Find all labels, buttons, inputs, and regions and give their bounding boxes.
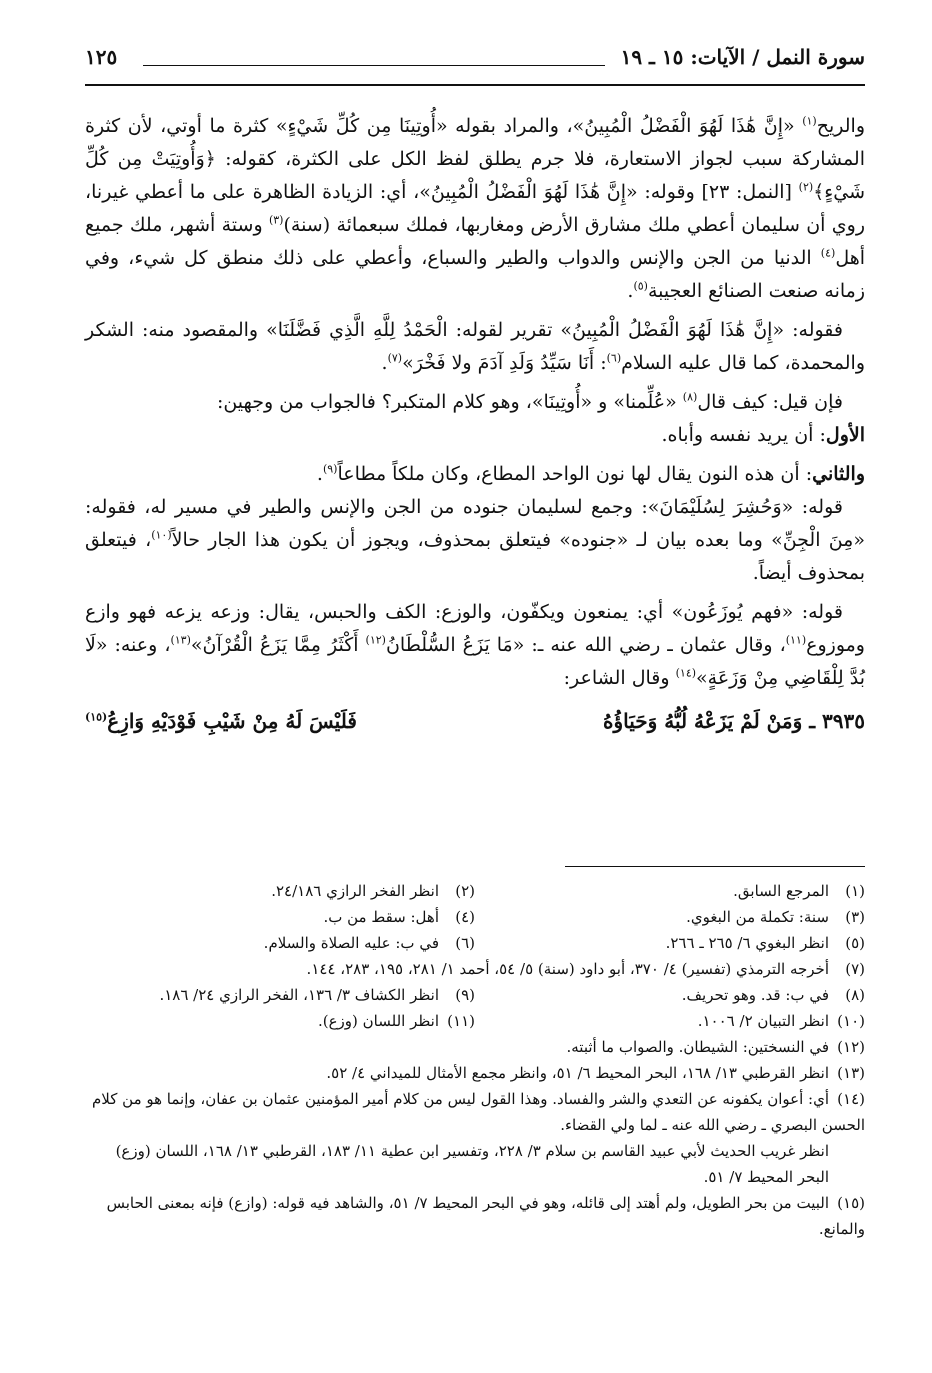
footnote: (١٠)انظر التبيان ٢/ ١٠٠٦. xyxy=(697,1012,865,1030)
paragraph: الأول: أن يريد نفسه وأباه. xyxy=(661,424,865,446)
footnote: (٣)سنة: تكملة من البغوي. xyxy=(686,908,865,926)
header-divider xyxy=(85,84,865,86)
footnote: (٢)انظر الفخر الرازي ٢٤/١٨٦. xyxy=(271,882,475,900)
paragraph: فإن قيل: كيف قال$^{(٨)}$ «عُلِّمنا» و «أُوتِينَا»، وهو كلام المتكبر؟ فالجواب من وجهين: xyxy=(216,390,843,413)
footnotes xyxy=(85,878,865,1242)
footnote: (١٣)انظر القرطبي ١٣/ ١٦٨، البحر المحيط ٦/ ٥١، وانظر مجمع الأمثال للميداني ٤/ ٥٢. xyxy=(326,1064,865,1082)
footnote: (١١)انظر اللسان (وزع). xyxy=(317,1012,475,1030)
footnote-continuation: انظر غريب الحديث لأبي عبيد القاسم بن سلام ٣/ ٢٢٨، وتفسير ابن عطية ١١/ ١٨٣، القرطبي ١٣/ ١٦٨، اللسان (وزع) البحر المحيط ٧/ ٥١. xyxy=(115,1142,829,1186)
footnote: (١٥)البيت من بحر الطويل، ولم أهتد إلى قائله، وهو في البحر المحيط ٧/ ٥١، والشاهد فيه قوله: (وازع) فإنه بمعنى الحابس والمانع. xyxy=(106,1194,865,1238)
header-rule xyxy=(143,65,605,66)
footnote: (١٤)أي: أعوان يكفونه عن التعدي والشر والفساد. وهذا القول ليس من كلام أمير المؤمنين عثمان بن عفان، وإنما هو من كلام الحسن البصري ـ رضي الله عنه ـ لما ولي القضاء. xyxy=(92,1090,865,1134)
poetry-verse xyxy=(85,705,865,738)
footnote: (٩)انظر الكشاف ٣/ ١٣٦، الفخر الرازي ٢٤/ ١٨٦. xyxy=(159,986,475,1004)
footnote: (٦)في ب: عليه الصلاة والسلام. xyxy=(263,934,475,952)
footnote: (٧)أخرجه الترمذي (تفسير) ٤/ ٣٧٠، أبو داود (سنة) ٥/ ٥٤، أحمد ١/ ٢٨١، ١٩٥، ٢٨٣، ١٤٤. xyxy=(306,960,865,978)
paragraph: فقوله: «إِنَّ هَٰذَا لَهُوَ الْفَضْلُ الْمُبِينُ» تقرير لقوله: الْحَمْدُ لِلَّهِ الَّذِي فَضَّلَنَا» والمقصود منه: الشكر والمحمدة، كما قال عليه السلام$^{(٦)}$: أَنَا سَيِّدُ وَلَدِ آدَمَ ولا فَخْرَ»$^{(٧)}$. xyxy=(85,319,865,374)
paragraph: قوله: «فهم يُوزَعُون» أي: يمنعون ويكفّون، والوزع: الكف والحبس، يقال: وزعه يزعه فهو وازع وموزوع$^{(١١)}$، وقال عثمان ـ رضي الله عنه ـ: «مَا يَزَعُ السُّلْطَانُ$^{(١٢)}$ أَكْثَرُ مِمَّا يَزَعُ الْقُرْآنُ»$^{(١٣)}$، وعنه: «لَا بُدَّ لِلْقَاضِي مِنْ وَزَعَةٍ»$^{(١٤)}$ وقال الشاعر: xyxy=(85,601,865,689)
footnote: (٤)أهل: سقط من ب. xyxy=(323,908,475,926)
page-number: ١٢٥ xyxy=(85,45,118,69)
paragraph: قوله: «وَحُشِرَ لِسُلَيْمَانَ»: وجمع لسليمان جنوده من الجن والإنس والطير في مسير له، فقوله: «مِنَ الْجِنِّ» وما بعده بيان لـ «جنوده» فيتعلق بمحذوف، ويجوز أن يكون هذا الجار حالاً$^{(١٠)}$، فيتعلق بمحذوف أيضاً. xyxy=(85,496,865,584)
footnote: (١)المرجع السابق. xyxy=(733,882,865,900)
main-text xyxy=(85,110,865,738)
sura-title: سورة النمل / الآيات: ١٥ ـ ١٩ xyxy=(620,45,865,69)
footnote: (٥)انظر البغوي ٦/ ٢٦٥ ـ ٢٦٦. xyxy=(665,934,865,952)
paragraph: والريح$^{(١)}$ «إِنَّ هَٰذَا لَهُوَ الْفَضْلُ الْمُبِينُ»، والمراد بقوله «أُوتِينَا مِن كُلِّ شَيْءٍ» كثرة ما أوتي، لأن كثرة المشاركة سبب لجواز الاستعارة، فلا جرم يطلق لفظ الكل على الكثرة، كقوله: ﴿وَأُوتِيَتْ مِن كُلِّ شَيْءٍ﴾$^{(٢)}$ [النمل: ٢٣] وقوله: «إِنَّ هَٰذَا لَهُوَ الْفَضْلُ الْمُبِينُ»، أي: الزيادة الظاهرة على ما أعطي غيرنا، روي أن سليمان أعطي ملك مشارق الأرض ومغاربها، فملك سبعمائة (سنة)$^{(٣)}$ وستة أشهر، ملك جميع أهل$^{(٤)}$ الدنيا من الجن والإنس والدواب والطير والسباع، وأعطي على ذلك منطق كل شيء، وفي زمانه صنعت الصنائع العجيبة$^{(٥)}$. xyxy=(85,114,865,302)
page-header xyxy=(85,45,865,75)
footnote: (٨)في ب: قد. وهو تحريف. xyxy=(681,986,865,1004)
footnote-separator xyxy=(565,866,865,867)
footnote: (١٢)في النسختين: الشيطان. والصواب ما أثبته. xyxy=(566,1038,865,1056)
verse-second-hemistich: فَلَيْسَ لَهُ مِنْ شَيْبِ فَوْدَيْهِ وَازِعُ$^{(١٥)}$ xyxy=(85,709,357,733)
paragraph: والثاني: أن هذه النون يقال لها نون الواحد المطاع، وكان ملكاً مطاعاً$^{(٩)}$. xyxy=(316,462,865,485)
verse-first-hemistich: ٣٩٣٥ ـ وَمَنْ لَمْ يَزَعْهُ لُبُّهُ وَحَيَاؤُهُ xyxy=(602,709,865,733)
